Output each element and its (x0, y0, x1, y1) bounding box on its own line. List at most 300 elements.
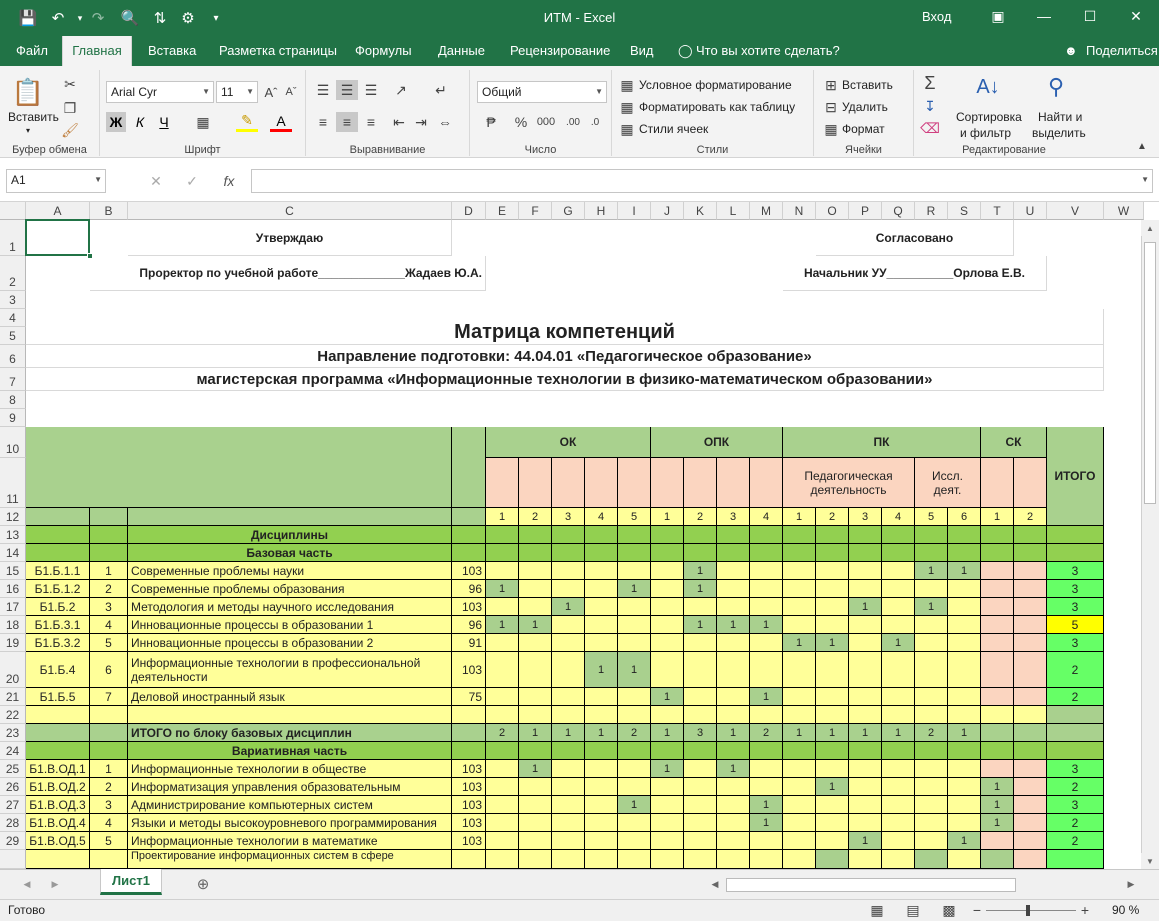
percent-icon[interactable]: % (514, 114, 528, 130)
matrix-cell[interactable] (849, 616, 882, 634)
matrix-cell[interactable] (552, 778, 585, 796)
matrix-cell[interactable] (1014, 760, 1047, 778)
base-total-value[interactable]: 2 (618, 724, 651, 742)
matrix-cell[interactable]: 1 (981, 814, 1014, 832)
matrix-cell[interactable]: 1 (684, 562, 717, 580)
discipline-name[interactable]: Информатизация управления образовательным (128, 778, 452, 796)
matrix-cell[interactable] (1014, 562, 1047, 580)
disciplines-header-cell[interactable] (26, 526, 90, 544)
sort-filter-button-line1[interactable]: Сортировка (956, 110, 1022, 124)
format-as-table-button[interactable]: Форматировать как таблицу (639, 100, 796, 114)
disciplines-header-cell[interactable] (915, 526, 948, 544)
column-header[interactable]: U (1014, 202, 1047, 220)
matrix-cell[interactable] (552, 796, 585, 814)
matrix-cell[interactable] (552, 580, 585, 598)
matrix-cell[interactable] (552, 832, 585, 850)
empty-cell[interactable] (128, 706, 452, 724)
row-header[interactable]: 14 (0, 544, 26, 562)
matrix-cell[interactable] (618, 634, 651, 652)
matrix-cell[interactable] (651, 562, 684, 580)
discipline-name[interactable]: Инновационные процессы в образовании 2 (128, 634, 452, 652)
undo-icon[interactable]: ↶ (51, 10, 65, 27)
matrix-cell[interactable]: 1 (684, 580, 717, 598)
cut-icon[interactable]: ✂ (64, 75, 76, 92)
matrix-cell[interactable] (1014, 652, 1047, 688)
header-cell[interactable] (90, 508, 128, 526)
discipline-code[interactable]: Б1.В.ОД.1 (26, 760, 90, 778)
matrix-cell[interactable] (717, 832, 750, 850)
matrix-cell[interactable]: 1 (552, 598, 585, 616)
matrix-cell[interactable] (849, 850, 882, 869)
matrix-cell[interactable]: 1 (750, 688, 783, 706)
add-sheet-icon[interactable]: ⊕ (196, 876, 210, 893)
research-activity-header[interactable] (915, 458, 981, 508)
approve-label[interactable]: Утверждаю (128, 220, 452, 256)
base-total-value[interactable]: 1 (585, 724, 618, 742)
find-select-icon[interactable]: ⚲ (1047, 74, 1065, 99)
empty-cell[interactable] (90, 706, 128, 724)
discipline-code[interactable]: Б1.Б.1.1 (26, 562, 90, 580)
base-total-value[interactable]: 1 (519, 724, 552, 742)
matrix-cell[interactable] (684, 598, 717, 616)
discipline-name[interactable]: Администрирование компьютерных систем (128, 796, 452, 814)
disciplines-header[interactable]: Дисциплины (128, 526, 452, 544)
tab-home[interactable]: Главная (62, 36, 132, 66)
matrix-cell[interactable] (915, 796, 948, 814)
align-left-icon[interactable]: ≡ (318, 114, 328, 130)
column-header[interactable]: Q (882, 202, 915, 220)
base-total-value[interactable]: 2 (486, 724, 519, 742)
competence-number[interactable]: 2 (1014, 508, 1047, 526)
matrix-cell[interactable] (486, 796, 519, 814)
base-part-header-cell[interactable] (1047, 544, 1104, 562)
row-header[interactable]: 29 (0, 832, 26, 850)
paste-button[interactable]: Вставить (8, 110, 59, 124)
matrix-cell[interactable]: 1 (981, 796, 1014, 814)
matrix-cell[interactable] (618, 760, 651, 778)
matrix-cell[interactable] (519, 814, 552, 832)
variable-part-header-cell[interactable] (486, 742, 519, 760)
discipline-number[interactable]: 6 (90, 652, 128, 688)
variable-part-header-cell[interactable] (651, 742, 684, 760)
row-header[interactable]: 1 (0, 220, 26, 256)
matrix-cell[interactable] (816, 562, 849, 580)
discipline-name[interactable]: Инновационные процессы в образовании 1 (128, 616, 452, 634)
row-header[interactable]: 23 (0, 724, 26, 742)
empty-cell[interactable] (849, 706, 882, 724)
cancel-icon[interactable]: ✕ (150, 172, 162, 189)
variable-part-header-cell[interactable] (915, 742, 948, 760)
header-cell[interactable] (26, 508, 90, 526)
base-part-header-cell[interactable] (981, 544, 1014, 562)
matrix-cell[interactable] (783, 580, 816, 598)
matrix-cell[interactable] (651, 580, 684, 598)
variable-part-header-cell[interactable] (948, 742, 981, 760)
matrix-cell[interactable] (717, 688, 750, 706)
matrix-cell[interactable] (948, 634, 981, 652)
matrix-cell[interactable] (651, 598, 684, 616)
empty-cell[interactable] (618, 706, 651, 724)
itogo-header[interactable]: ИТОГО (1047, 427, 1104, 526)
disciplines-header-cell[interactable] (585, 526, 618, 544)
discipline-name[interactable]: Информационные технологии в обществе (128, 760, 452, 778)
discipline-name[interactable]: Методология и методы научного исследования (128, 598, 452, 616)
page-layout-view-icon[interactable]: ▤ (906, 901, 920, 918)
row-header[interactable]: 6 (0, 345, 26, 368)
orientation-icon[interactable]: ↗ (395, 81, 407, 98)
matrix-cell[interactable] (486, 814, 519, 832)
matrix-cell[interactable] (519, 634, 552, 652)
discipline-total[interactable]: 2 (1047, 688, 1104, 706)
normal-view-icon[interactable]: ▦ (870, 901, 884, 918)
matrix-cell[interactable]: 1 (618, 796, 651, 814)
matrix-cell[interactable] (783, 688, 816, 706)
header-hours[interactable] (452, 427, 486, 508)
empty-cell[interactable] (552, 706, 585, 724)
discipline-number[interactable]: 3 (90, 796, 128, 814)
competence-number[interactable]: 4 (750, 508, 783, 526)
base-part-header-cell[interactable] (1014, 544, 1047, 562)
matrix-cell[interactable] (1014, 598, 1047, 616)
empty-cell[interactable] (882, 706, 915, 724)
matrix-cell[interactable] (849, 814, 882, 832)
share-button[interactable]: Поделиться (1086, 43, 1158, 58)
share-icon[interactable]: ☻ (1064, 43, 1078, 58)
matrix-cell[interactable]: 1 (618, 652, 651, 688)
matrix-cell[interactable]: 1 (750, 616, 783, 634)
matrix-cell[interactable] (519, 580, 552, 598)
row-header[interactable]: 12 (0, 508, 26, 526)
matrix-cell[interactable] (552, 634, 585, 652)
base-part-header-cell[interactable] (717, 544, 750, 562)
discipline-hours[interactable]: 91 (452, 634, 486, 652)
disciplines-header-cell[interactable] (651, 526, 684, 544)
discipline-name[interactable]: Деловой иностранный язык (128, 688, 452, 706)
competence-number[interactable]: 1 (981, 508, 1014, 526)
column-header[interactable]: I (618, 202, 651, 220)
print-preview-icon[interactable]: 🔍 (120, 10, 140, 27)
competence-number[interactable]: 2 (816, 508, 849, 526)
matrix-cell[interactable] (1014, 616, 1047, 634)
matrix-cell[interactable]: 1 (981, 778, 1014, 796)
align-right-icon[interactable]: ≡ (366, 114, 376, 130)
competence-number[interactable]: 5 (915, 508, 948, 526)
hscroll-right-icon[interactable]: ▶ (1127, 878, 1135, 889)
page-break-view-icon[interactable]: ▩ (942, 901, 956, 918)
matrix-cell[interactable] (948, 814, 981, 832)
discipline-name[interactable]: Современные проблемы науки (128, 562, 452, 580)
column-header[interactable]: C (128, 202, 452, 220)
base-total-cell[interactable] (1047, 724, 1104, 742)
discipline-hours[interactable]: 103 (452, 598, 486, 616)
matrix-cell[interactable] (1014, 814, 1047, 832)
matrix-cell[interactable] (849, 760, 882, 778)
matrix-cell[interactable] (816, 832, 849, 850)
undo-dropdown-icon[interactable]: ▾ (77, 12, 83, 23)
disciplines-header-cell[interactable] (849, 526, 882, 544)
discipline-code[interactable]: Б1.Б.1.2 (26, 580, 90, 598)
matrix-cell[interactable] (882, 778, 915, 796)
variable-part-header-cell[interactable] (882, 742, 915, 760)
discipline-code[interactable]: Б1.В.ОД.2 (26, 778, 90, 796)
matrix-cell[interactable] (948, 580, 981, 598)
competence-number[interactable]: 2 (684, 508, 717, 526)
row-header[interactable]: 20 (0, 652, 26, 688)
competence-number[interactable]: 4 (585, 508, 618, 526)
matrix-cell[interactable] (651, 652, 684, 688)
discipline-name[interactable]: Информационные технологии в математике (128, 832, 452, 850)
discipline-number[interactable] (90, 850, 128, 869)
matrix-cell[interactable] (585, 634, 618, 652)
competence-subheader[interactable] (618, 458, 651, 508)
empty-cell[interactable] (981, 706, 1014, 724)
cell-styles-button[interactable]: Стили ячеек (639, 122, 709, 136)
matrix-cell[interactable] (684, 652, 717, 688)
empty-cell[interactable] (1014, 706, 1047, 724)
number-format-select[interactable]: Общий ▼ (477, 81, 607, 103)
base-total-value[interactable]: 1 (849, 724, 882, 742)
disciplines-header-cell[interactable] (90, 526, 128, 544)
matrix-cell[interactable] (717, 562, 750, 580)
column-header[interactable]: F (519, 202, 552, 220)
matrix-cell[interactable] (519, 598, 552, 616)
discipline-total[interactable]: 5 (1047, 616, 1104, 634)
discipline-number[interactable]: 5 (90, 832, 128, 850)
competence-number[interactable]: 4 (882, 508, 915, 526)
matrix-cell[interactable] (684, 850, 717, 869)
insert-function-icon[interactable]: fx (223, 173, 235, 189)
base-part-header-cell[interactable] (948, 544, 981, 562)
matrix-cell[interactable] (717, 850, 750, 869)
tab-review[interactable]: Рецензирование (510, 43, 611, 58)
empty-cell[interactable] (1047, 706, 1104, 724)
matrix-cell[interactable]: 1 (750, 796, 783, 814)
base-part-header[interactable]: Базовая часть (128, 544, 452, 562)
program-subtitle-2[interactable]: магистерская программа «Информационные технологии в физико-математическом образовании» (26, 368, 1104, 391)
discipline-number[interactable]: 7 (90, 688, 128, 706)
matrix-cell[interactable] (717, 580, 750, 598)
row-header[interactable]: 10 (0, 427, 26, 458)
matrix-cell[interactable] (618, 778, 651, 796)
discipline-total[interactable]: 2 (1047, 652, 1104, 688)
empty-cell[interactable] (684, 706, 717, 724)
matrix-cell[interactable] (783, 778, 816, 796)
chief-signature[interactable]: Начальник УУ__________Орлова Е.В. (783, 256, 1047, 291)
matrix-cell[interactable] (585, 562, 618, 580)
row-header[interactable]: 18 (0, 616, 26, 634)
matrix-cell[interactable] (948, 598, 981, 616)
matrix-cell[interactable] (1014, 634, 1047, 652)
row-header[interactable] (0, 850, 26, 869)
variable-part-header-cell[interactable] (750, 742, 783, 760)
matrix-cell[interactable] (552, 616, 585, 634)
row-header[interactable]: 21 (0, 688, 26, 706)
zoom-out-icon[interactable]: − (972, 902, 982, 918)
selected-cell-a1[interactable] (25, 219, 90, 256)
base-part-header-cell[interactable] (915, 544, 948, 562)
matrix-cell[interactable] (915, 616, 948, 634)
variable-part-header-cell[interactable] (26, 742, 90, 760)
disciplines-header-cell[interactable] (452, 526, 486, 544)
row-header[interactable]: 7 (0, 368, 26, 391)
row-header[interactable]: 19 (0, 634, 26, 652)
camera-icon[interactable]: ⚙ (181, 10, 195, 27)
discipline-code[interactable]: Б1.Б.3.1 (26, 616, 90, 634)
save-icon[interactable]: 💾 (18, 10, 38, 27)
matrix-cell[interactable] (585, 688, 618, 706)
matrix-cell[interactable] (486, 778, 519, 796)
base-part-header-cell[interactable] (816, 544, 849, 562)
matrix-cell[interactable] (981, 598, 1014, 616)
find-select-button-line1[interactable]: Найти и (1038, 110, 1083, 124)
row-header[interactable]: 13 (0, 526, 26, 544)
discipline-total[interactable] (1047, 850, 1104, 869)
discipline-name[interactable]: Проектирование информационных систем в сфере (128, 850, 452, 869)
merge-cells-icon[interactable]: ⇔ (438, 114, 452, 130)
matrix-cell[interactable] (552, 562, 585, 580)
base-total-cell[interactable] (26, 724, 90, 742)
base-total-value[interactable] (1014, 724, 1047, 742)
column-header[interactable]: L (717, 202, 750, 220)
matrix-cell[interactable] (1014, 850, 1047, 869)
fill-icon[interactable]: ↧ (924, 97, 936, 114)
matrix-cell[interactable] (816, 814, 849, 832)
discipline-code[interactable] (26, 850, 90, 869)
empty-cell[interactable] (948, 706, 981, 724)
discipline-total[interactable]: 2 (1047, 778, 1104, 796)
redo-icon[interactable]: ↷ (91, 10, 105, 27)
matrix-cell[interactable] (783, 598, 816, 616)
matrix-cell[interactable] (717, 634, 750, 652)
conditional-format-button[interactable]: Условное форматирование (639, 78, 792, 92)
matrix-cell[interactable] (981, 760, 1014, 778)
align-center-icon[interactable]: ≡ (336, 112, 358, 132)
matrix-cell[interactable] (882, 616, 915, 634)
matrix-cell[interactable]: 1 (915, 562, 948, 580)
variable-part-header-cell[interactable] (816, 742, 849, 760)
variable-part-header[interactable]: Вариативная часть (128, 742, 452, 760)
competence-number[interactable]: 1 (783, 508, 816, 526)
row-header[interactable]: 5 (0, 327, 26, 345)
matrix-cell[interactable] (981, 850, 1014, 869)
matrix-cell[interactable] (486, 850, 519, 869)
zoom-in-icon[interactable]: + (1080, 902, 1090, 918)
matrix-cell[interactable] (618, 562, 651, 580)
discipline-total[interactable]: 3 (1047, 760, 1104, 778)
align-bottom-icon[interactable]: ☰ (364, 81, 378, 98)
matrix-cell[interactable]: 1 (882, 634, 915, 652)
matrix-cell[interactable] (486, 634, 519, 652)
base-total-cell[interactable] (90, 724, 128, 742)
base-total-value[interactable]: 1 (882, 724, 915, 742)
zoom-slider[interactable] (986, 910, 1076, 911)
column-header[interactable]: M (750, 202, 783, 220)
matrix-cell[interactable] (783, 616, 816, 634)
matrix-cell[interactable] (882, 760, 915, 778)
discipline-total[interactable]: 3 (1047, 634, 1104, 652)
matrix-cell[interactable] (684, 814, 717, 832)
disciplines-header-cell[interactable] (552, 526, 585, 544)
borders-icon[interactable]: ▦ (196, 113, 210, 130)
matrix-cell[interactable] (585, 832, 618, 850)
variable-part-header-cell[interactable] (90, 742, 128, 760)
column-header[interactable]: W (1104, 202, 1144, 220)
discipline-hours[interactable]: 75 (452, 688, 486, 706)
discipline-hours[interactable]: 103 (452, 652, 486, 688)
base-total-value[interactable]: 1 (816, 724, 849, 742)
base-total-label[interactable]: ИТОГО по блоку базовых дисциплин (128, 724, 452, 742)
variable-part-header-cell[interactable] (849, 742, 882, 760)
matrix-cell[interactable] (651, 796, 684, 814)
base-total-value[interactable]: 1 (948, 724, 981, 742)
matrix-cell[interactable]: 1 (585, 652, 618, 688)
matrix-cell[interactable] (915, 850, 948, 869)
matrix-cell[interactable] (882, 814, 915, 832)
matrix-cell[interactable] (519, 562, 552, 580)
matrix-cell[interactable] (981, 652, 1014, 688)
discipline-hours[interactable]: 96 (452, 616, 486, 634)
matrix-cell[interactable]: 1 (618, 580, 651, 598)
competence-number[interactable]: 1 (486, 508, 519, 526)
autosum-icon[interactable]: Σ (924, 72, 936, 93)
base-part-header-cell[interactable] (90, 544, 128, 562)
discipline-code[interactable]: Б1.Б.5 (26, 688, 90, 706)
matrix-cell[interactable] (783, 814, 816, 832)
underline-button[interactable]: Ч (159, 114, 169, 130)
matrix-cell[interactable]: 1 (717, 760, 750, 778)
matrix-cell[interactable] (651, 814, 684, 832)
matrix-cell[interactable] (717, 814, 750, 832)
matrix-cell[interactable] (750, 778, 783, 796)
matrix-cell[interactable] (618, 850, 651, 869)
competence-subheader[interactable] (1014, 458, 1047, 508)
sort-icon[interactable]: ⇅ (153, 10, 167, 27)
collapse-ribbon-icon[interactable]: ▲ (1137, 140, 1147, 152)
ribbon-display-icon[interactable]: ▣ (991, 7, 1005, 24)
base-total-value[interactable] (981, 724, 1014, 742)
base-total-value[interactable]: 2 (915, 724, 948, 742)
matrix-cell[interactable] (717, 796, 750, 814)
format-painter-icon[interactable]: 🖌 (61, 121, 79, 138)
discipline-hours[interactable]: 96 (452, 580, 486, 598)
font-size-select[interactable]: 11 ▼ (216, 81, 258, 103)
row-header[interactable]: 24 (0, 742, 26, 760)
column-header[interactable]: N (783, 202, 816, 220)
matrix-cell[interactable] (783, 760, 816, 778)
variable-part-header-cell[interactable] (618, 742, 651, 760)
matrix-cell[interactable] (717, 598, 750, 616)
matrix-cell[interactable] (519, 652, 552, 688)
column-header[interactable]: B (90, 202, 128, 220)
paste-dropdown-icon[interactable]: ▾ (26, 126, 31, 135)
enter-icon[interactable]: ✓ (186, 172, 198, 189)
row-header[interactable]: 22 (0, 706, 26, 724)
row-header[interactable]: 16 (0, 580, 26, 598)
matrix-cell[interactable] (849, 652, 882, 688)
increase-decimal-icon[interactable]: .00 (566, 116, 580, 128)
matrix-cell[interactable]: 1 (849, 598, 882, 616)
matrix-cell[interactable] (486, 562, 519, 580)
zoom-level[interactable]: 90 % (1112, 903, 1140, 917)
vscroll-down-icon[interactable]: ▼ (1141, 853, 1159, 869)
disciplines-header-cell[interactable] (519, 526, 552, 544)
matrix-cell[interactable] (948, 850, 981, 869)
matrix-cell[interactable] (519, 778, 552, 796)
matrix-cell[interactable] (684, 634, 717, 652)
disciplines-header-cell[interactable] (981, 526, 1014, 544)
column-header[interactable]: A (26, 202, 90, 220)
matrix-cell[interactable] (552, 688, 585, 706)
